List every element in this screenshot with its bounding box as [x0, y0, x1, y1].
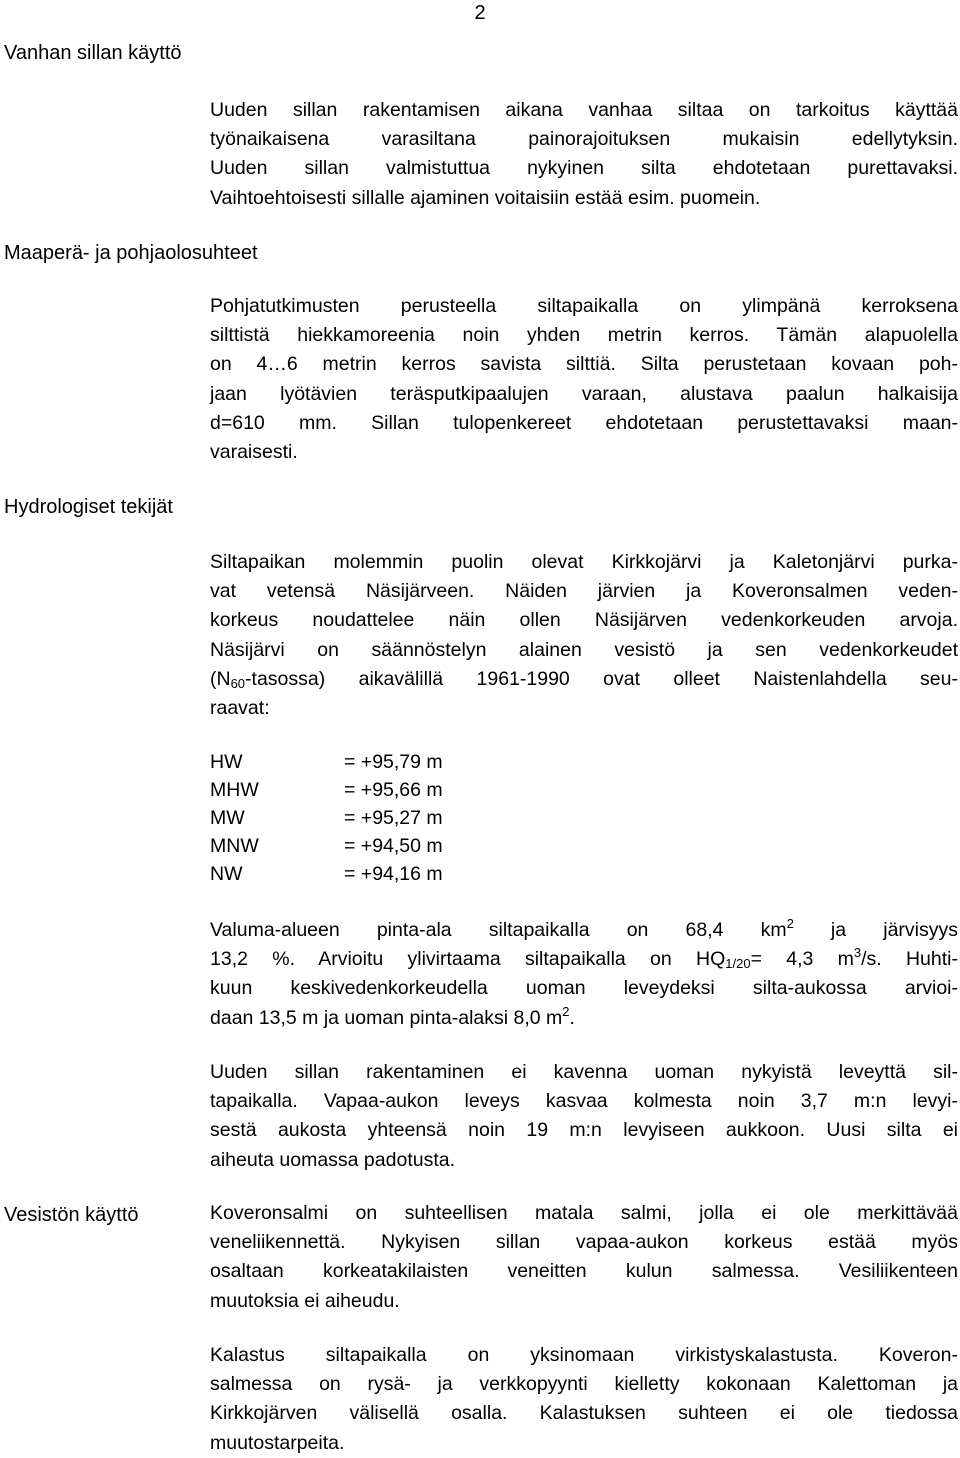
text-fragment: -tasossa) aikavälillä 1961-1990 ovat olleet Naistenlahdella seu-	[245, 667, 958, 690]
level-value: = +95,79 m	[344, 751, 443, 773]
text-line: on 4…6 metrin kerros savista silttiä. Silta perustetaan kovaan poh-	[210, 353, 958, 376]
level-row	[210, 860, 443, 888]
page-number: 2	[474, 2, 486, 24]
text-line: osaltaan korkeatakilaisten veneitten kulun salmessa. Vesiliikenteen	[210, 1260, 958, 1283]
text-line: Kirkkojärven välisellä osalla. Kalastuksen suhteen ei ole tiedossa	[210, 1402, 958, 1425]
level-value: = +95,66 m	[344, 779, 443, 801]
text-line: veneliikennettä. Nykyisen sillan vapaa-aukon korkeus estää myös	[210, 1231, 958, 1254]
text-line: Koveronsalmi on suhteellisen matala salmi, jolla ei ole merkittävää	[210, 1202, 958, 1224]
paragraph-old-bridge	[210, 96, 958, 213]
level-code: NW	[210, 863, 243, 885]
text-line: työnaikaisena varasiltana painorajoituksen mukaisin edellytyksin.	[210, 128, 958, 151]
text-line	[210, 1004, 958, 1033]
text-line: silttistä hiekkamoreenia noin yhden metrin kerros. Tämän alapuolella	[210, 324, 958, 347]
level-value: = +95,27 m	[344, 807, 443, 829]
paragraph-hydrology	[210, 548, 958, 723]
level-row	[210, 748, 443, 776]
text-line: Pohjatutkimusten perusteella siltapaikalla on ylimpänä kerroksena	[210, 295, 958, 317]
paragraph-catchment	[210, 916, 958, 1033]
heading-hydrology: Hydrologiset tekijät	[4, 496, 173, 518]
text-fragment: (N	[210, 667, 231, 690]
superscript: 3	[853, 945, 862, 961]
text-line: Näsijärvi on säännöstelyn alainen vesistö ja sen vedenkorkeudet	[210, 638, 958, 661]
text-line: sestä aukosta yhteensä noin 19 m:n levyiseen aukkoon. Uusi silta ei	[210, 1119, 958, 1142]
text-fragment: .	[569, 1006, 575, 1029]
level-code: MW	[210, 807, 245, 829]
text-line: jaan lyötävien teräsputkipaalujen varaan, alustava paalun halkaisija	[210, 382, 958, 405]
text-fragment: ja järvisyys	[793, 919, 958, 941]
text-line: muutostarpeita.	[210, 1431, 345, 1454]
text-line: Uuden sillan rakentaminen ei kavenna uoman nykyistä leveyttä sil-	[210, 1061, 958, 1083]
subscript: 1/20	[725, 956, 751, 972]
level-code: MHW	[210, 779, 259, 801]
text-line: varaisesti.	[210, 441, 298, 464]
text-line: Vaihtoehtoisesti sillalle ajaminen voitaisiin estää esim. puomein.	[210, 186, 761, 209]
heading-water-use: Vesistön käyttö	[4, 1204, 139, 1226]
level-row	[210, 776, 443, 804]
paragraph-soil	[210, 292, 958, 467]
text-line: muutoksia ei aiheudu.	[210, 1289, 400, 1312]
text-line: Uuden sillan rakentamisen aikana vanhaa siltaa on tarkoitus käyttää	[210, 99, 958, 121]
level-row	[210, 804, 443, 832]
subscript: 60	[230, 675, 246, 691]
text-line: Siltapaikan molemmin puolin olevat Kirkkojärvi ja Kaletonjärvi purka-	[210, 551, 958, 573]
text-line: d=610 mm. Sillan tulopenkereet ehdotetaan perustettavaksi maan-	[210, 411, 958, 434]
text-fragment: 13,2 %. Arvioitu ylivirtaama siltapaikalla on HQ	[210, 948, 726, 971]
text-fragment: daan 13,5 m ja uoman pinta-alaksi 8,0 m	[210, 1006, 563, 1029]
text-line: salmessa on rysä- ja verkkopyynti kielletty kokonaan Kalettoman ja	[210, 1373, 958, 1396]
text-line: aiheuta uomassa padotusta.	[210, 1148, 456, 1171]
superscript: 2	[562, 1003, 570, 1019]
level-code: MNW	[210, 835, 259, 857]
level-value: = +94,50 m	[344, 835, 443, 857]
text-line: korkeus noudattelee näin ollen Näsijärven vedenkorkeuden arvoja.	[210, 609, 958, 632]
text-fragment: = 4,3 m	[750, 948, 854, 971]
text-line	[210, 945, 958, 974]
heading-old-bridge: Vanhan sillan käyttö	[4, 42, 182, 64]
text-line: Kalastus siltapaikalla on yksinomaan virkistyskalastusta. Koveron-	[210, 1344, 958, 1366]
paragraph-channel	[210, 1058, 958, 1175]
text-fragment: /s. Huhti-	[861, 948, 958, 971]
paragraph-fishing	[210, 1341, 958, 1458]
paragraph-boating	[210, 1199, 958, 1316]
water-level-list	[210, 748, 443, 888]
text-line	[210, 916, 958, 945]
text-line	[210, 665, 958, 694]
text-line: Uuden sillan valmistuttua nykyinen silta ehdotetaan purettavaksi.	[210, 157, 958, 180]
text-line: tapaikalla. Vapaa-aukon leveys kasvaa kolmesta noin 3,7 m:n levyi-	[210, 1090, 958, 1113]
text-line: raavat:	[210, 697, 270, 720]
text-line: vat vetensä Näsijärveen. Näiden järvien ja Koveronsalmen veden-	[210, 580, 958, 603]
text-line: kuun keskivedenkorkeudella uoman leveydeksi silta-aukossa arvioi-	[210, 977, 958, 1000]
level-code: HW	[210, 751, 243, 773]
level-value: = +94,16 m	[344, 863, 443, 885]
superscript: 2	[786, 916, 794, 931]
heading-soil: Maaperä- ja pohjaolosuhteet	[4, 242, 258, 264]
level-row	[210, 832, 443, 860]
text-fragment: Valuma-alueen pinta-ala siltapaikalla on 68,4 km	[210, 919, 787, 941]
